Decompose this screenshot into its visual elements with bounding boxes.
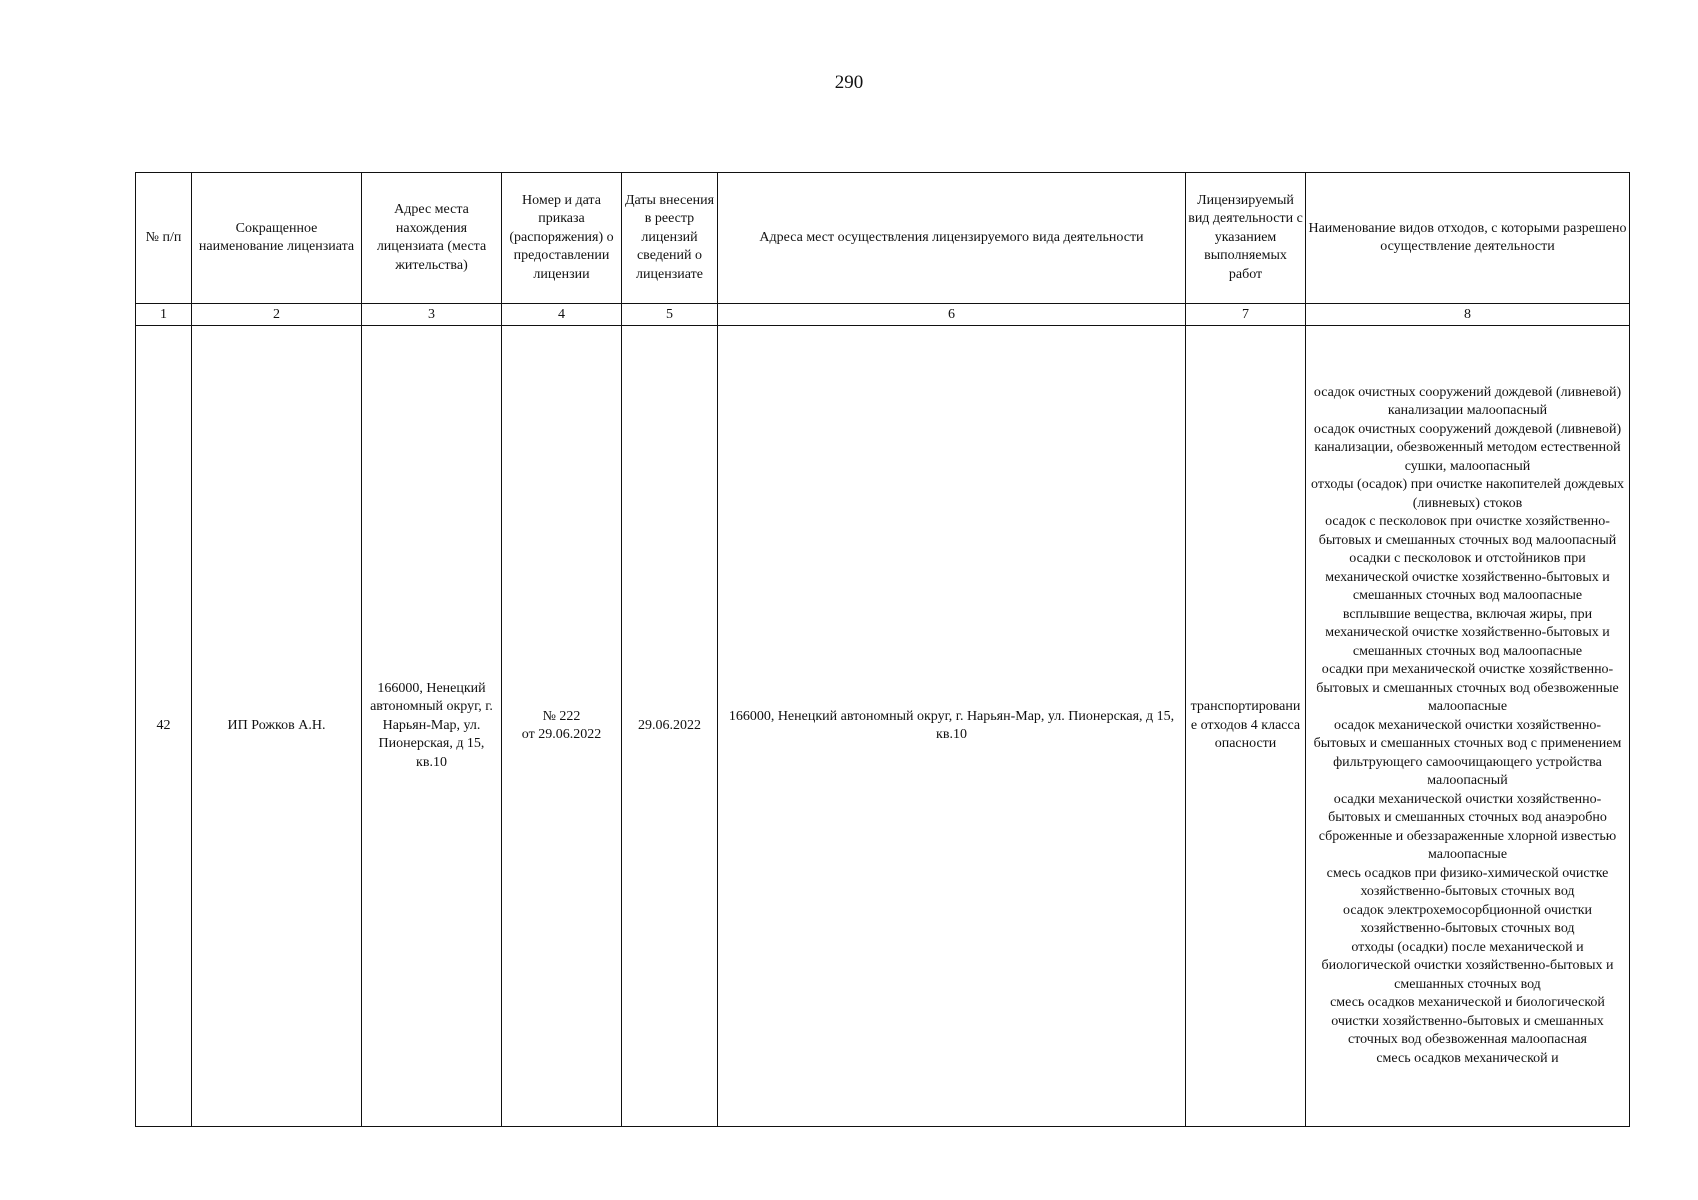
waste-item: осадок очистных сооружений дождевой (ливневой) канализации малоопасный [1313,384,1622,419]
column-index: 1 [136,304,192,326]
column-index-row [136,304,1630,326]
row-licensee-name: ИП Рожков А.Н. [192,326,362,1127]
waste-item: осадки с песколовок и отстойников при механической очистке хозяйственно-бытовых и смешанных сточных вод малоопасные [1325,551,1610,604]
header-waste-types: Наименование видов отходов, с которыми разрешено осуществление деятельности [1306,173,1630,304]
waste-item: смесь осадков механической и [1376,1050,1559,1066]
row-activity-address: 166000, Ненецкий автономный округ, г. Нарьян-Мар, ул. Пионерская, д 15, кв.10 [718,326,1186,1127]
column-index: 3 [362,304,502,326]
waste-item: отходы (осадок) при очистке накопителей дождевых (ливневых) стоков [1311,477,1624,511]
waste-item: осадок с песколовок при очистке хозяйственно-бытовых и смешанных сточных вод малоопасный [1318,514,1617,548]
waste-item: всплывшие вещества, включая жиры, при механической очистке хозяйственно-бытовых и смешанных сточных вод малоопасные [1325,606,1610,659]
row-licensee-address: 166000, Ненецкий автономный округ, г. Нарьян-Мар, ул. Пионерская, д 15, кв.10 [362,326,502,1127]
header-name: Сокращенное наименование лицензиата [192,173,362,304]
waste-item: осадки механической очистки хозяйственно-бытовых и смешанных сточных вод анаэробно сброженные и обеззараженные хлорной известью малоопасные [1318,791,1617,863]
column-index: 4 [502,304,622,326]
waste-item: смесь осадков при физико-химической очистке хозяйственно-бытовых сточных вод [1326,865,1609,900]
header-activity: Лицензируемый вид деятельности с указанием выполняемых работ [1186,173,1306,304]
waste-item: осадок механической очистки хозяйственно-бытовых и смешанных сточных вод с применением фильтрующего самоочищающего устройства малоопасный [1313,717,1622,789]
column-index: 7 [1186,304,1306,326]
waste-item: осадок электрохемосорбционной очистки хозяйственно-бытовых сточных вод [1342,902,1593,937]
waste-item: отходы (осадки) после механической и биологической очистки хозяйственно-бытовых и смешанных сточных вод [1321,939,1614,992]
table-row [136,326,1630,1127]
table-header-row [136,173,1630,304]
column-index: 6 [718,304,1186,326]
column-index: 8 [1306,304,1630,326]
row-activity: транспортирование отходов 4 класса опасности [1186,326,1306,1127]
waste-item: осадок очистных сооружений дождевой (ливневой) канализации, обезвоженный методом естественной сушки, малоопасный [1313,421,1622,474]
header-order: Номер и дата приказа (распоряжения) о предоставлении лицензии [502,173,622,304]
column-index: 5 [622,304,718,326]
row-order-date: от 29.06.2022 [521,727,602,742]
header-registry-date: Даты внесения в реестр лицензий сведений о лицензиате [622,173,718,304]
row-order [502,326,622,1127]
waste-item: смесь осадков механической и биологической очистки хозяйственно-бытовых и смешанных сточных вод обезвоженная малоопасная [1330,995,1605,1048]
row-waste-types [1306,326,1630,1127]
row-registry-date: 29.06.2022 [622,326,718,1127]
column-index: 2 [192,304,362,326]
header-num: № п/п [136,173,192,304]
row-order-number: № 222 [542,708,581,724]
header-activity-address: Адреса мест осуществления лицензируемого вида деятельности [718,173,1186,304]
license-registry-table [135,172,1630,1127]
page-number: 290 [834,72,864,93]
row-num: 42 [136,326,192,1127]
waste-item: осадки при механической очистке хозяйственно-бытовых и смешанных сточных вод обезвоженные малоопасные [1316,662,1619,715]
header-address: Адрес места нахождения лицензиата (места жительства) [362,173,502,304]
